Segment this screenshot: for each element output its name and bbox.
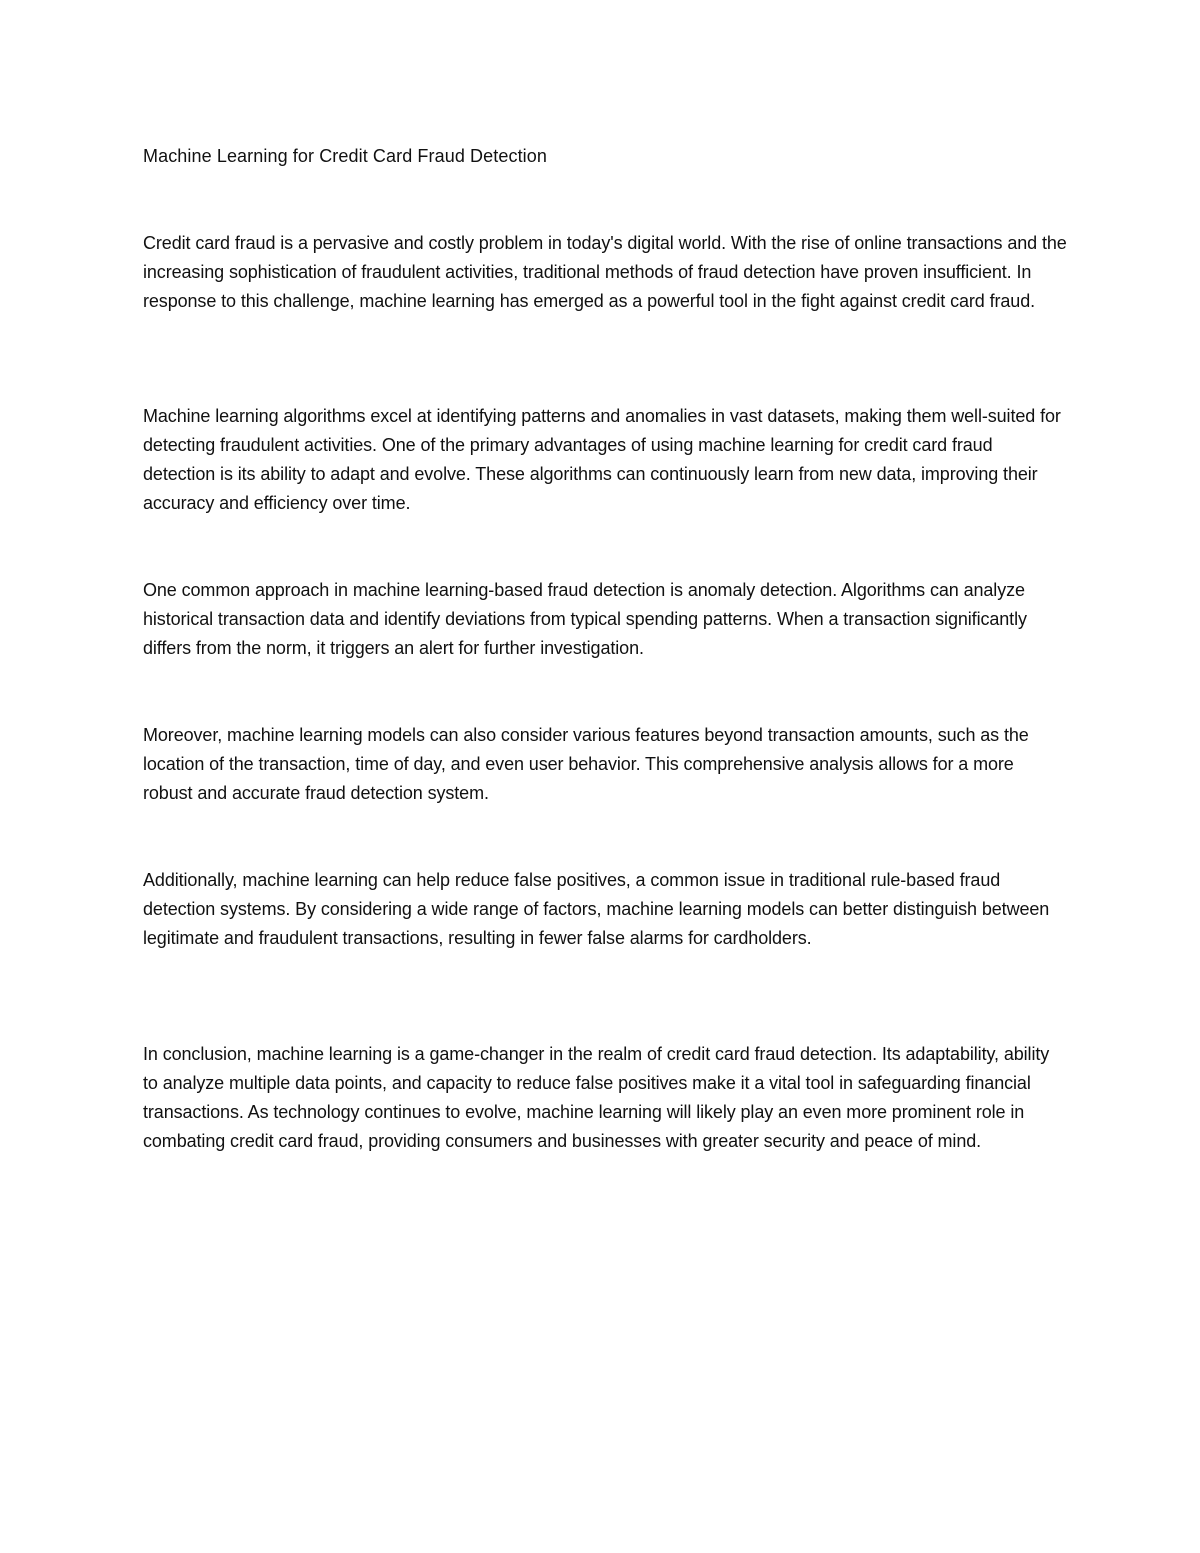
document-title: Machine Learning for Credit Card Fraud Detection [143, 146, 547, 166]
paragraph-pattern-detection: Machine learning algorithms excel at identifying patterns and anomalies in vast datasets, making them well-suited for detecting fraudulent activities. One of the primary advantages of using machine learning for credit card fraud detection is its ability to adapt and evolve. These algorithms can continuously learn from new data, improving their accuracy and efficiency over time. [143, 406, 1061, 513]
paragraph-introduction: Credit card fraud is a pervasive and costly problem in today's digital world. With the rise of online transactions and the increasing sophistication of fraudulent activities, traditional methods of fraud detection have proven insufficient. In response to this challenge, machine learning has emerged as a powerful tool in the fight against credit card fraud. [143, 233, 1067, 311]
paragraph-features: Moreover, machine learning models can also consider various features beyond transaction amounts, such as the location of the transaction, time of day, and even user behavior. This comprehensive analysis allows for a more robust and accurate fraud detection system. [143, 725, 1029, 803]
paragraph-false-positives: Additionally, machine learning can help reduce false positives, a common issue in traditional rule-based fraud detection systems. By considering a wide range of factors, machine learning models can better distinguish between legitimate and fraudulent transactions, resulting in fewer false alarms for cardholders. [143, 870, 1050, 948]
paragraph-conclusion: In conclusion, machine learning is a game-changer in the realm of credit card fraud detection. Its adaptability, ability to analyze multiple data points, and capacity to reduce false positives make it a vital tool in safeguarding financial transactions. As technology continues to evolve, machine learning will likely play an even more prominent role in combating credit card fraud, providing consumers and businesses with greater security and peace of mind. [143, 1044, 1050, 1151]
paragraph-anomaly-detection: One common approach in machine learning-based fraud detection is anomaly detection. Algorithms can analyze historical transaction data and identify deviations from typical spending patterns. When a transaction significantly differs from the norm, it triggers an alert for further investigation. [143, 580, 1027, 658]
